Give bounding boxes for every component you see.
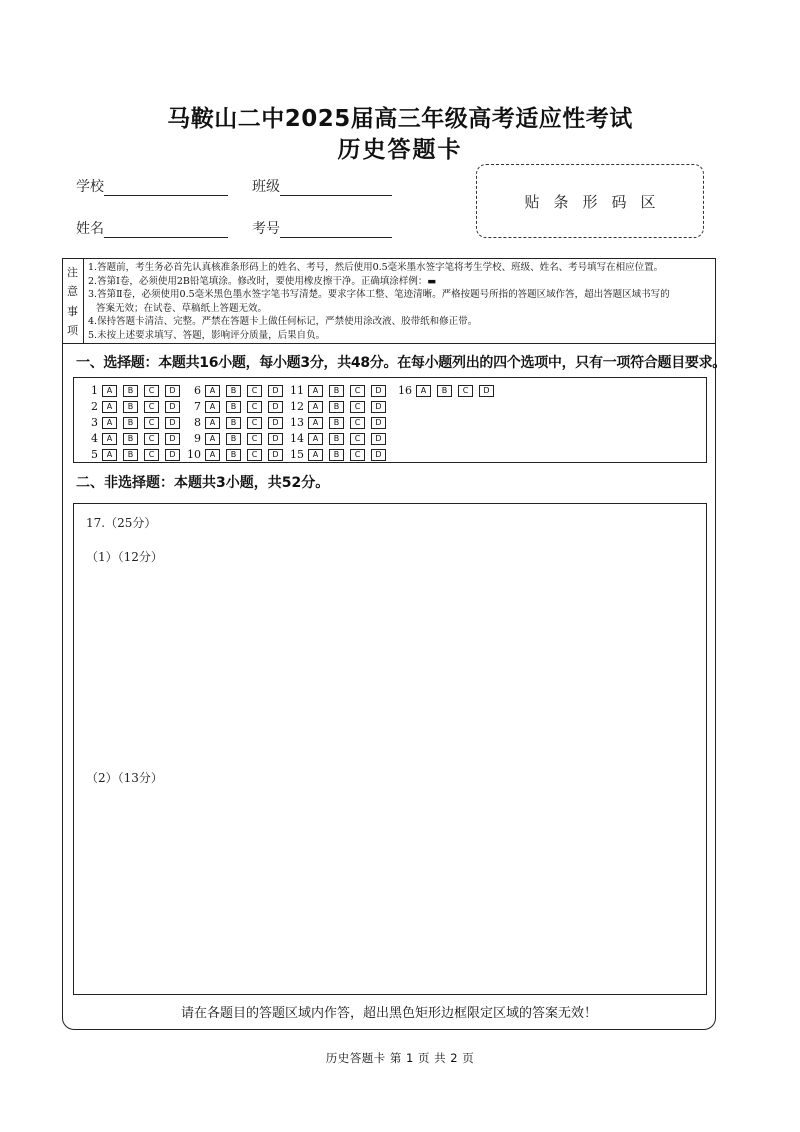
choice-row <box>187 384 289 397</box>
option-bubble[interactable]: B <box>123 449 138 461</box>
footer-warning: 请在各题目的答题区域内作答，超出黑色矩形边框限定区域的答案无效！ <box>180 1006 597 1021</box>
notice-line: 答案无效；在试卷、草稿纸上答题无效。 <box>96 302 268 314</box>
option-bubble[interactable]: D <box>371 433 386 445</box>
section2-title: 二、非选择题：本题共3小题，共52分。 <box>76 475 330 491</box>
option-bubble[interactable]: B <box>123 433 138 445</box>
choice-row <box>84 384 186 397</box>
name-label: 姓名 <box>76 221 104 237</box>
option-bubble[interactable]: A <box>205 449 220 461</box>
exam-no-field <box>252 218 392 238</box>
option-bubble[interactable]: D <box>268 385 283 397</box>
choice-row <box>290 416 392 429</box>
option-bubble[interactable]: A <box>308 449 323 461</box>
option-bubble[interactable]: D <box>268 401 283 413</box>
option-bubble[interactable]: A <box>416 385 431 397</box>
option-bubble[interactable]: C <box>144 385 159 397</box>
question-number: 11 <box>290 384 304 397</box>
option-bubble[interactable]: A <box>102 385 117 397</box>
option-bubble[interactable]: A <box>308 401 323 413</box>
option-bubble[interactable]: C <box>350 401 365 413</box>
question-number: 4 <box>91 432 98 445</box>
option-bubble[interactable]: C <box>247 385 262 397</box>
option-bubble[interactable]: D <box>479 385 494 397</box>
question-number: 10 <box>187 448 201 461</box>
name-line[interactable] <box>104 223 228 238</box>
option-bubble[interactable]: C <box>144 417 159 429</box>
name-field <box>76 218 228 238</box>
option-bubble[interactable]: B <box>123 417 138 429</box>
option-bubble[interactable]: B <box>123 401 138 413</box>
option-bubble[interactable]: A <box>102 401 117 413</box>
option-bubble[interactable]: B <box>226 385 241 397</box>
question-number: 14 <box>290 432 304 445</box>
option-bubble[interactable]: B <box>226 449 241 461</box>
question-number: 1 <box>91 384 98 397</box>
option-bubble[interactable]: A <box>102 417 117 429</box>
option-bubble[interactable]: A <box>205 385 220 397</box>
option-bubble[interactable]: B <box>329 449 344 461</box>
choice-row <box>290 432 392 445</box>
option-bubble[interactable]: A <box>308 385 323 397</box>
q17-sub1-label: （1）（12分） <box>86 550 163 564</box>
answer-sheet-title: 历史答题卡 <box>337 137 463 163</box>
option-bubble[interactable]: C <box>144 401 159 413</box>
option-bubble[interactable]: D <box>371 385 386 397</box>
question-number: 8 <box>194 416 201 429</box>
choice-row <box>84 448 186 461</box>
notice-line: 2.答第Ⅰ卷，必须使用2B铅笔填涂。修改时，要使用橡皮擦干净。正确填涂样例：▬ <box>88 275 437 287</box>
section1-title: 一、选择题：本题共16小题，每小题3分，共48分。在每小题列出的四个选项中，只有一项符合题目要求。 <box>76 355 727 371</box>
option-bubble[interactable]: D <box>371 401 386 413</box>
q17-sub2-label: （2）（13分） <box>86 771 163 785</box>
option-bubble[interactable]: A <box>205 401 220 413</box>
option-bubble[interactable]: C <box>247 449 262 461</box>
option-bubble[interactable]: B <box>226 401 241 413</box>
choice-row <box>290 448 392 461</box>
notice-line: 4.保持答题卡清洁、完整。严禁在答题卡上做任何标记，严禁使用涂改液、胶带纸和修正带。 <box>88 316 478 328</box>
option-bubble[interactable]: D <box>165 449 180 461</box>
option-bubble[interactable]: A <box>102 449 117 461</box>
q17-label: 17.（25分） <box>86 516 157 530</box>
choice-row <box>398 384 500 397</box>
notice-text <box>88 261 712 343</box>
option-bubble[interactable]: D <box>371 449 386 461</box>
notice-line: 5.未按上述要求填写、答题，影响评分质量，后果自负。 <box>88 329 326 341</box>
option-bubble[interactable]: C <box>144 449 159 461</box>
option-bubble[interactable]: B <box>329 433 344 445</box>
option-bubble[interactable]: D <box>268 433 283 445</box>
question-number: 15 <box>290 448 304 461</box>
question-number: 9 <box>194 432 201 445</box>
option-bubble[interactable]: B <box>437 385 452 397</box>
choice-row <box>84 416 186 429</box>
barcode-area: 贴条形码区 <box>476 164 704 238</box>
option-bubble[interactable]: B <box>123 385 138 397</box>
option-bubble[interactable]: A <box>308 417 323 429</box>
question-number: 12 <box>290 400 304 413</box>
choice-row <box>84 400 186 413</box>
option-bubble[interactable]: D <box>268 417 283 429</box>
notice-label: 注 意 事 项 <box>62 258 84 344</box>
answer-box-q17[interactable] <box>73 503 707 995</box>
option-bubble[interactable]: D <box>371 417 386 429</box>
option-bubble[interactable]: C <box>350 433 365 445</box>
option-bubble[interactable]: D <box>165 417 180 429</box>
option-bubble[interactable]: C <box>350 385 365 397</box>
option-bubble[interactable]: D <box>165 401 180 413</box>
question-number: 7 <box>194 400 201 413</box>
option-bubble[interactable]: A <box>205 417 220 429</box>
school-line[interactable] <box>104 181 228 196</box>
class-line[interactable] <box>280 181 392 196</box>
option-bubble[interactable]: C <box>144 433 159 445</box>
option-bubble[interactable]: C <box>350 449 365 461</box>
notice-line: 1.答题前，考生务必首先认真核准条形码上的姓名、考号，然后使用0.5毫米墨水签字笔将考生学校、班级、姓名、考号填写在相应位置。 <box>88 262 664 273</box>
question-number: 2 <box>91 400 98 413</box>
option-bubble[interactable]: C <box>458 385 473 397</box>
option-bubble[interactable]: B <box>329 385 344 397</box>
option-bubble[interactable]: A <box>102 433 117 445</box>
question-number: 6 <box>194 384 201 397</box>
choice-row <box>290 384 392 397</box>
question-number: 3 <box>91 416 98 429</box>
option-bubble[interactable]: D <box>165 385 180 397</box>
class-field <box>252 176 392 196</box>
option-bubble[interactable]: D <box>165 433 180 445</box>
choice-row <box>187 416 289 429</box>
option-bubble[interactable]: B <box>329 401 344 413</box>
choice-row <box>84 432 186 445</box>
option-bubble[interactable]: A <box>308 433 323 445</box>
exam-no-label: 考号 <box>252 221 280 237</box>
option-bubble[interactable]: A <box>205 433 220 445</box>
school-label: 学校 <box>76 179 104 195</box>
option-bubble[interactable]: C <box>247 401 262 413</box>
choice-row <box>187 400 289 413</box>
question-number: 16 <box>398 384 412 397</box>
choice-row <box>187 432 289 445</box>
exam-title: 马鞍山二中2025届高三年级高考适应性考试 <box>167 106 633 132</box>
exam-no-line[interactable] <box>280 223 392 238</box>
question-number: 13 <box>290 416 304 429</box>
option-bubble[interactable]: B <box>329 417 344 429</box>
choice-row <box>187 448 289 461</box>
option-bubble[interactable]: C <box>350 417 365 429</box>
option-bubble[interactable]: C <box>247 417 262 429</box>
school-field <box>76 176 228 196</box>
option-bubble[interactable]: D <box>268 449 283 461</box>
class-label: 班级 <box>252 179 280 195</box>
option-bubble[interactable]: B <box>226 433 241 445</box>
choice-row <box>290 400 392 413</box>
question-number: 5 <box>91 448 98 461</box>
page-number: 历史答题卡 第 1 页 共 2 页 <box>325 1051 475 1065</box>
option-bubble[interactable]: B <box>226 417 241 429</box>
notice-line: 3.答第Ⅱ卷，必须使用0.5毫米黑色墨水签字笔书写清楚。要求字体工整、笔迹清晰。严格按题号所指的答题区域作答，超出答题区域书写的 <box>88 289 670 301</box>
option-bubble[interactable]: C <box>247 433 262 445</box>
